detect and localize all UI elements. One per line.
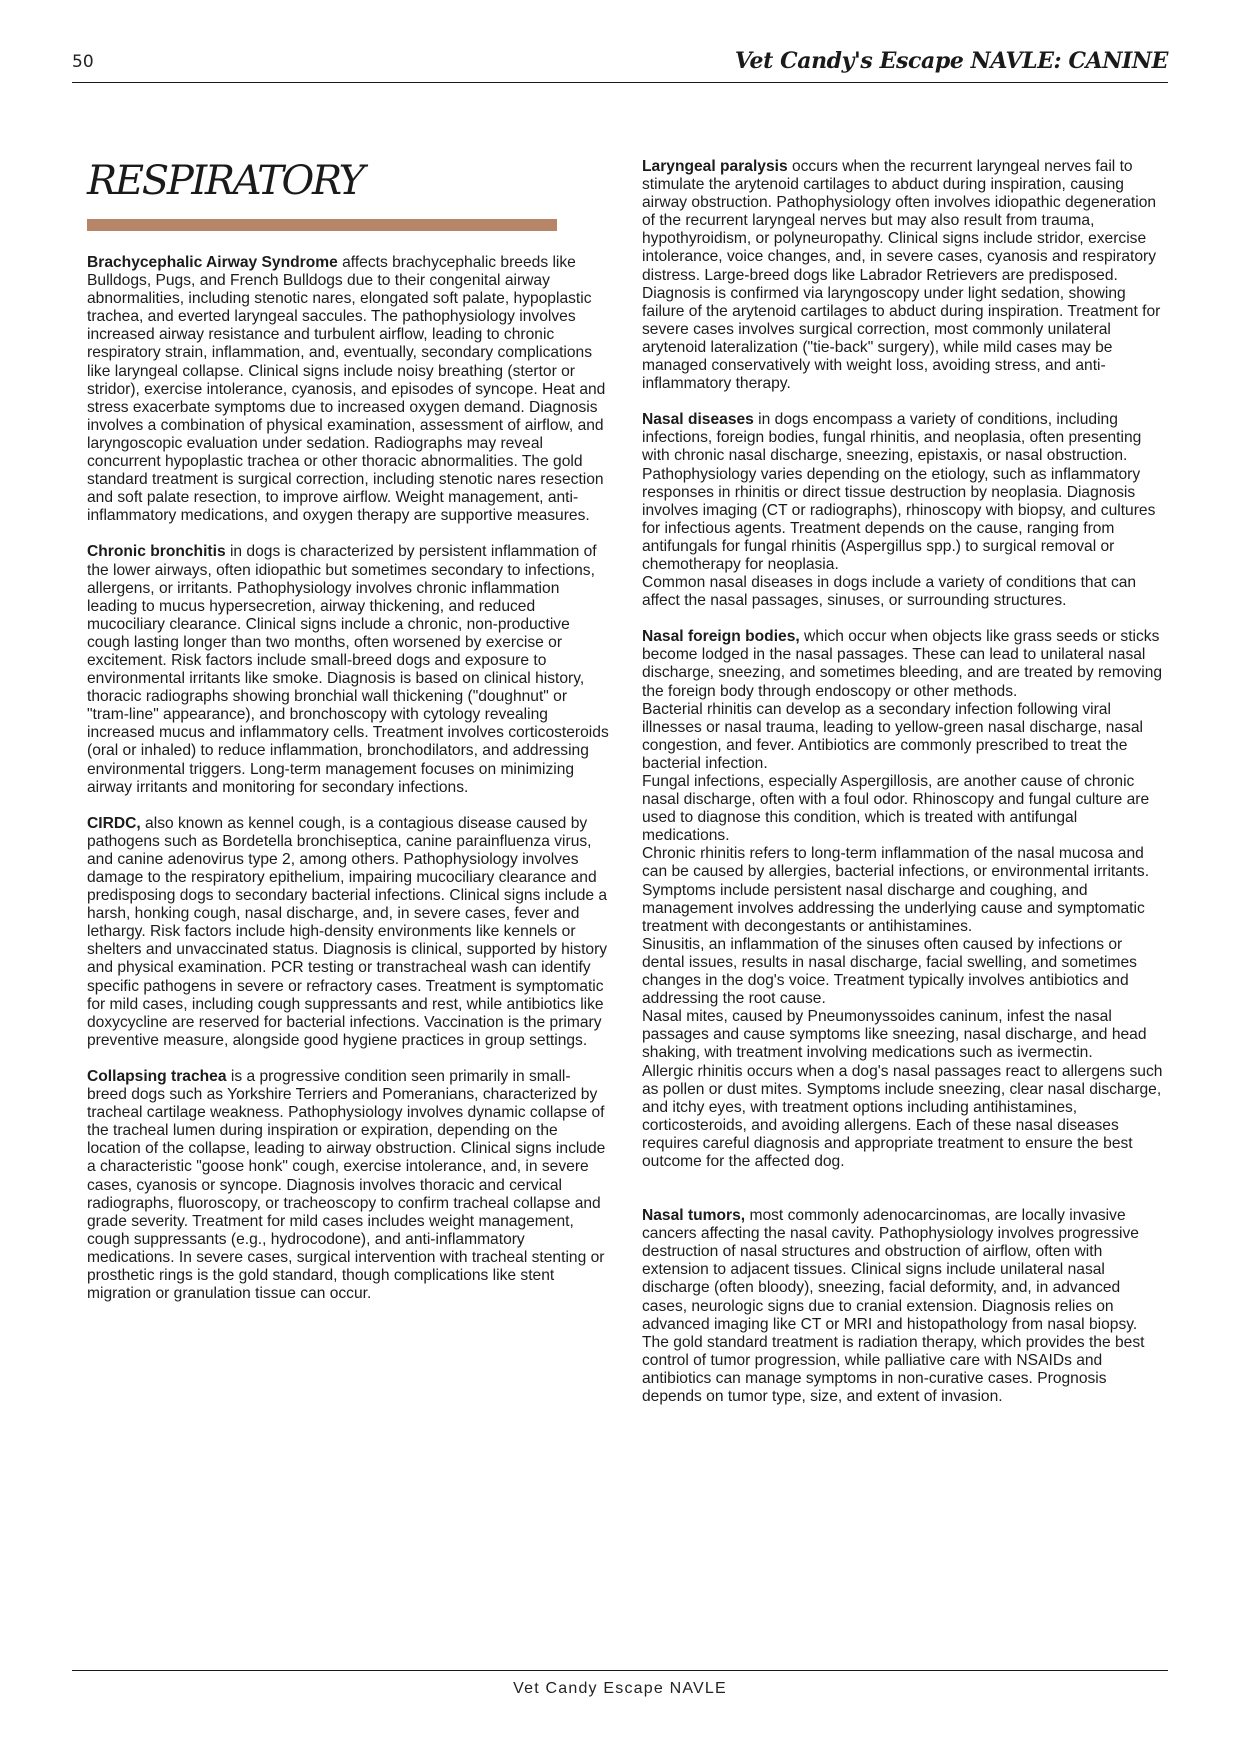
body-chronic-bronchitis: in dogs is characterized by persistent inflammation of the lower airways, often idiopathic but sometimes secondary to infections, allergens, or irritants. Pathophysiology involves chronic inflammation leading to mucus hypersecretion, airway thickening, and reduced mucociliary clearance. Clinical signs include a chronic, non-productive cough lasting longer than two months, often worsened by exercise or excitement. Risk factors include small-breed dogs and exposure to environmental irritants like smoke. Diagnosis is based on clinical history, thoracic radiographs showing bronchial wall thickening ("doughnut" or "tram-line" appearance), and bronchoscopy with cytology revealing increased mucus and inflammatory cells. Treatment involves corticosteroids (oral or inhaled) to reduce inflammation, bronchodilators, and addressing environmental triggers. Long-term management focuses on minimizing airway irritants and monitoring for secondary infections. bbox=[87, 543, 609, 796]
paragraph-chronic-bronchitis bbox=[87, 543, 609, 796]
section-title: RESPIRATORY bbox=[87, 158, 363, 204]
paragraph-allergic-rhinitis: Allergic rhinitis occurs when a dog's nasal passages react to allergens such as pollen or dust mites. Symptoms include sneezing, clear nasal discharge, and itchy eyes, with treatment options including antihistamines, corticosteroids, and avoiding allergens. Each of these nasal diseases requires careful diagnosis and appropriate treatment to ensure the best outcome for the affected dog. bbox=[642, 1062, 1163, 1170]
paragraph-nasal-diseases bbox=[642, 411, 1164, 574]
body-nasal-foreign-bodies: which occur when objects like grass seeds or sticks become lodged in the nasal passages. These can lead to unilateral nasal discharge, sneezing, and sometimes bleeding, and are treated by removing the foreign body through endoscopy or other methods. bbox=[642, 628, 1163, 700]
term-brachycephalic: Brachycephalic Airway Syndrome bbox=[87, 254, 338, 271]
term-collapsing-trachea: Collapsing trachea bbox=[87, 1067, 227, 1085]
running-title: Vet Candy's Escape NAVLE: CANINE bbox=[734, 48, 1168, 74]
footer-rule bbox=[72, 1670, 1168, 1671]
paragraph-nasal-mites: Nasal mites, caused by Pneumonyssoides caninum, infest the nasal passages and cause symptoms like sneezing, nasal discharge, and head shaking, with treatment involving medications such as ivermectin. bbox=[642, 1008, 1147, 1062]
body-nasal-diseases: in dogs encompass a variety of conditions, including infections, foreign bodies, fungal rhinitis, and neoplasia, often presenting with chronic nasal discharge, sneezing, epistaxis, or nasal obstruction. Pathophysiology varies depending on the etiology, such as inflammatory responses in rhinitis or direct tissue destruction by neoplasia. Diagnosis involves imaging (CT or radiographs), rhinoscopy with biopsy, and cultures for infectious agents. Treatment depends on the cause, ranging from antifungals for fungal rhinitis (Aspergillus spp.) to surgical removal or chemotherapy for neoplasia. bbox=[642, 411, 1156, 573]
paragraph-bacterial-rhinitis: Bacterial rhinitis can develop as a secondary infection following viral illnesses or nasal trauma, leading to yellow-green nasal discharge, nasal congestion, and fever. Antibiotics are commonly prescribed to treat the bacterial infection. bbox=[642, 700, 1144, 772]
term-chronic-bronchitis: Chronic bronchitis bbox=[87, 543, 226, 561]
paragraph-nasal-tumors bbox=[642, 1207, 1164, 1406]
term-nasal-tumors: Nasal tumors, bbox=[642, 1207, 746, 1225]
paragraph-nasal-foreign-bodies bbox=[642, 628, 1164, 700]
term-nasal-diseases: Nasal diseases bbox=[642, 411, 754, 429]
paragraph-cirdc bbox=[87, 815, 609, 1050]
paragraph-brachycephalic bbox=[87, 254, 609, 525]
footer-text: Vet Candy Escape NAVLE bbox=[513, 1680, 727, 1697]
header-rule bbox=[72, 82, 1168, 83]
body-brachycephalic: affects brachycephalic breeds like Bulldogs, Pugs, and French Bulldogs due to their congenital airway abnormalities, including stenotic nares, elongated soft palate, hypoplastic trachea, and everted laryngeal saccules. The pathophysiology involves increased airway resistance and turbulent airflow, leading to chronic respiratory strain, inflammation, and, eventually, secondary complications like laryngeal collapse. Clinical signs include noisy breathing (stertor or stridor), exercise intolerance, cyanosis, and episodes of syncope. Heat and stress exacerbate symptoms due to increased oxygen demand. Diagnosis involves a combination of physical examination, assessment of airflow, and laryngoscopic evaluation under sedation. Radiographs may reveal concurrent hypoplastic trachea or other thoracic abnormalities. The gold standard treatment is surgical correction, including stenotic nares resection and soft palate resection, to improve airflow. Weight management, anti-inflammatory medications, and oxygen therapy are supportive measures. bbox=[87, 254, 606, 525]
term-laryngeal-paralysis: Laryngeal paralysis bbox=[642, 158, 788, 175]
right-column bbox=[642, 158, 1164, 1406]
body-cirdc: also known as kennel cough, is a contagious disease caused by pathogens such as Bordetella bronchiseptica, canine parainfluenza virus, and canine adenovirus type 2, among others. Pathophysiology involves damage to the respiratory epithelium, impairing mucociliary clearance and predisposing dogs to secondary bacterial infections. Clinical signs include a harsh, honking cough, nasal discharge, and, in severe cases, fever and lethargy. Risk factors include high-density environments like kennels or shelters and unvaccinated status. Diagnosis is clinical, supported by history and physical examination. PCR testing or transtracheal wash can identify specific pathogens in severe or refractory cases. Treatment is symptomatic for mild cases, including cough suppressants and rest, while antibiotics like doxycycline are reserved for bacterial infections. Vaccination is the primary preventive measure, alongside good hygiene practices in group settings. bbox=[87, 814, 608, 1049]
paragraph-fungal-infections: Fungal infections, especially Aspergillosis, are another cause of chronic nasal discharge, often with a foul odor. Rhinoscopy and fungal culture are used to diagnose this condition, which is treated with antifungal medications. bbox=[642, 773, 1150, 845]
left-column bbox=[87, 160, 609, 1303]
body-collapsing-trachea: is a progressive condition seen primarily in small-breed dogs such as Yorkshire Terriers and Pomeranians, characterized by tracheal cartilage weakness. Pathophysiology involves dynamic collapse of the tracheal lumen during inspiration or expiration, depending on the location of the collapse, leading to airway obstruction. Clinical signs include a characteristic "goose honk" cough, exercise intolerance, and, in severe cases, cyanosis or syncope. Diagnosis involves thoracic and cervical radiographs, fluoroscopy, or tracheoscopy to confirm tracheal collapse and grade severity. Treatment for mild cases includes weight management, cough suppressants (e.g., hydrocodone), and anti-inflammatory medications. In severe cases, surgical intervention with tracheal stenting or prosthetic rings is the gold standard, though complications like stent migration or granulation tissue can occur. bbox=[87, 1067, 606, 1303]
paragraph-common-nasal-diseases: Common nasal diseases in dogs include a variety of conditions that can affect the nasal passages, sinuses, or surrounding structures. bbox=[642, 574, 1137, 610]
paragraph-chronic-rhinitis: Chronic rhinitis refers to long-term inflammation of the nasal mucosa and can be caused by allergies, bacterial infections, or environmental irritants. Symptoms include persistent nasal discharge and coughing, and management involves addressing the underlying cause and symptomatic treatment with decongestants or antihistamines. bbox=[642, 845, 1150, 935]
paragraph-sinusitis: Sinusitis, an inflammation of the sinuses often caused by infections or dental issues, results in nasal discharge, facial swelling, and sometimes changes in the dog's voice. Treatment typically involves antibiotics and addressing the root cause. bbox=[642, 935, 1137, 1008]
title-accent-bar bbox=[87, 219, 557, 231]
body-nasal-tumors: most commonly adenocarcinomas, are locally invasive cancers affecting the nasal cavity. Pathophysiology involves progressive destruction of nasal structures and obstruction of airflow, often with extension to adjacent tissues. Clinical signs include unilateral nasal discharge (often bloody), sneezing, facial deformity, and, in advanced cases, neurologic signs due to cranial extension. Diagnosis relies on advanced imaging like CT or MRI and histopathology from nasal biopsy. The gold standard treatment is radiation therapy, which provides the best control of tumor progression, while palliative care with NSAIDs and antibiotics can manage symptoms in non-curative cases. Prognosis depends on tumor type, size, and extent of invasion. bbox=[642, 1207, 1145, 1405]
paragraph-laryngeal-paralysis bbox=[642, 158, 1164, 393]
term-cirdc: CIRDC, bbox=[87, 814, 141, 832]
body-laryngeal-paralysis: occurs when the recurrent laryngeal nerves fail to stimulate the arytenoid cartilages to abduct during inspiration, causing airway obstruction. Pathophysiology often involves idiopathic degeneration of the recurrent laryngeal nerves but may also result from trauma, hypothyroidism, or polyneuropathy. Clinical signs include stridor, exercise intolerance, voice changes, and, in severe cases, cyanosis and respiratory distress. Large-breed dogs like Labrador Retrievers are predisposed. Diagnosis is confirmed via laryngoscopy under light sedation, showing failure of the arytenoid cartilages to abduct during inspiration. Treatment for severe cases involves surgical correction, most commonly unilateral arytenoid lateralization ("tie-back" surgery), while mild cases may be managed conservatively with weight loss, avoiding stress, and anti-inflammatory therapy. bbox=[642, 158, 1161, 393]
page-number: 50 bbox=[72, 52, 94, 72]
term-nasal-foreign-bodies: Nasal foreign bodies, bbox=[642, 628, 800, 646]
paragraph-collapsing-trachea bbox=[87, 1068, 609, 1303]
